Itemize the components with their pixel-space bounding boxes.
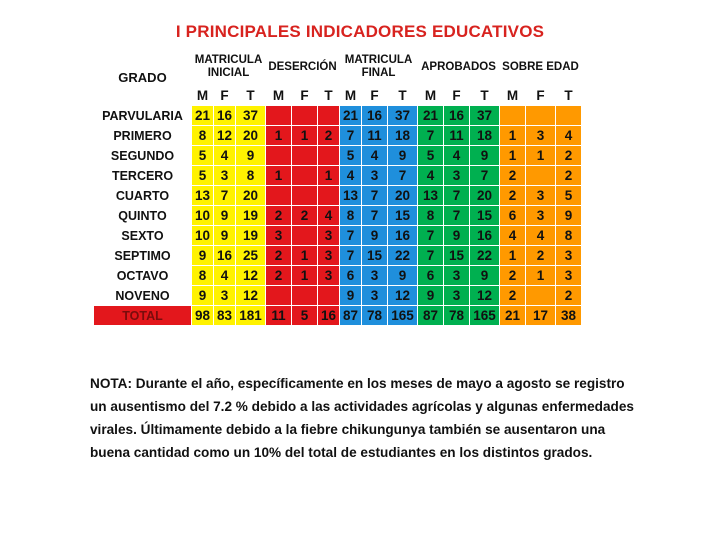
value-cell-ap: 15	[444, 246, 470, 266]
value-cell-ap: 4	[418, 166, 444, 186]
value-cell-se	[526, 286, 556, 306]
value-cell-se: 4	[556, 126, 582, 146]
value-cell-de: 3	[318, 226, 340, 246]
value-cell-ap: 16	[444, 106, 470, 126]
value-cell-mf: 9	[388, 266, 418, 286]
table-row	[94, 186, 582, 206]
value-cell-mi: 12	[236, 266, 266, 286]
subcol-header-ap-t: T	[470, 86, 500, 106]
value-cell-se	[526, 106, 556, 126]
value-cell-de	[292, 226, 318, 246]
grade-cell: CUARTO	[94, 186, 192, 206]
subcol-header-de-f: F	[292, 86, 318, 106]
value-cell-mi: 25	[236, 246, 266, 266]
value-cell-de	[318, 106, 340, 126]
subcol-header-mi-f: F	[214, 86, 236, 106]
value-cell-se: 8	[556, 226, 582, 246]
value-cell-de	[266, 286, 292, 306]
table-row	[94, 226, 582, 246]
value-cell-mi: 20	[236, 186, 266, 206]
value-cell-ap: 3	[444, 166, 470, 186]
value-cell-ap: 21	[418, 106, 444, 126]
value-cell-mi: 9	[214, 226, 236, 246]
value-cell-se: 2	[556, 146, 582, 166]
value-cell-mf: 4	[362, 146, 388, 166]
value-cell-se: 2	[500, 166, 526, 186]
value-cell-mi: 9	[192, 246, 214, 266]
value-cell-mi: 12	[214, 126, 236, 146]
value-cell-ap: 9	[418, 286, 444, 306]
value-cell-ap: 16	[470, 226, 500, 246]
grade-cell: OCTAVO	[94, 266, 192, 286]
value-cell-de: 2	[266, 266, 292, 286]
value-cell-mf: 3	[362, 286, 388, 306]
value-cell-mi: 20	[236, 126, 266, 146]
value-cell-mf: 12	[388, 286, 418, 306]
value-cell-se: 21	[500, 306, 526, 326]
value-cell-mf: 87	[340, 306, 362, 326]
value-cell-ap: 37	[470, 106, 500, 126]
value-cell-mf: 7	[340, 126, 362, 146]
value-cell-de	[266, 106, 292, 126]
grade-cell: PRIMERO	[94, 126, 192, 146]
value-cell-se: 4	[500, 226, 526, 246]
value-cell-mf: 3	[362, 266, 388, 286]
subcol-header-mf-m: M	[340, 86, 362, 106]
value-cell-de: 16	[318, 306, 340, 326]
value-cell-de: 1	[292, 246, 318, 266]
value-cell-mi: 3	[214, 286, 236, 306]
group-header-ap: APROBADOS	[418, 49, 500, 86]
value-cell-mi: 21	[192, 106, 214, 126]
value-cell-se: 1	[500, 246, 526, 266]
table-row	[94, 146, 582, 166]
value-cell-de: 1	[292, 126, 318, 146]
value-cell-se: 1	[500, 146, 526, 166]
value-cell-mf: 4	[340, 166, 362, 186]
value-cell-mf: 20	[388, 186, 418, 206]
value-cell-mf: 15	[388, 206, 418, 226]
grado-header: GRADO	[94, 49, 192, 106]
value-cell-se	[556, 106, 582, 126]
value-cell-mi: 3	[214, 166, 236, 186]
value-cell-se	[500, 106, 526, 126]
value-cell-de: 2	[292, 206, 318, 226]
value-cell-se: 9	[556, 206, 582, 226]
value-cell-se	[526, 166, 556, 186]
value-cell-se: 2	[500, 286, 526, 306]
subcol-header-de-t: T	[318, 86, 340, 106]
value-cell-mf: 15	[362, 246, 388, 266]
value-cell-de: 3	[318, 246, 340, 266]
value-cell-mi: 98	[192, 306, 214, 326]
value-cell-ap: 7	[470, 166, 500, 186]
value-cell-se: 2	[556, 166, 582, 186]
value-cell-mi: 4	[214, 266, 236, 286]
value-cell-mf: 21	[340, 106, 362, 126]
grade-cell: NOVENO	[94, 286, 192, 306]
value-cell-se: 5	[556, 186, 582, 206]
value-cell-mf: 9	[362, 226, 388, 246]
value-cell-ap: 13	[418, 186, 444, 206]
value-cell-ap: 7	[418, 226, 444, 246]
value-cell-ap: 18	[470, 126, 500, 146]
value-cell-mi: 9	[214, 206, 236, 226]
value-cell-se: 17	[526, 306, 556, 326]
value-cell-se: 2	[556, 286, 582, 306]
value-cell-de: 2	[266, 206, 292, 226]
value-cell-ap: 22	[470, 246, 500, 266]
table-row	[94, 106, 582, 126]
value-cell-mi: 16	[214, 106, 236, 126]
grade-cell: TOTAL	[94, 306, 192, 326]
value-cell-de	[292, 286, 318, 306]
grade-cell: QUINTO	[94, 206, 192, 226]
value-cell-mf: 16	[362, 106, 388, 126]
value-cell-mf: 9	[340, 286, 362, 306]
value-cell-mi: 8	[236, 166, 266, 186]
indicators-table	[93, 48, 582, 326]
value-cell-se: 2	[500, 186, 526, 206]
value-cell-mf: 7	[362, 186, 388, 206]
value-cell-de: 3	[318, 266, 340, 286]
value-cell-de	[318, 186, 340, 206]
value-cell-ap: 7	[444, 206, 470, 226]
value-cell-ap: 165	[470, 306, 500, 326]
value-cell-mf: 9	[388, 146, 418, 166]
subcol-header-mf-f: F	[362, 86, 388, 106]
subcol-header-mi-t: T	[236, 86, 266, 106]
value-cell-mi: 9	[236, 146, 266, 166]
value-cell-mi: 181	[236, 306, 266, 326]
value-cell-ap: 9	[470, 266, 500, 286]
table-row	[94, 166, 582, 186]
grade-cell: SEXTO	[94, 226, 192, 246]
value-cell-mf: 13	[340, 186, 362, 206]
table-row	[94, 306, 582, 326]
grade-cell: TERCERO	[94, 166, 192, 186]
value-cell-se: 1	[500, 126, 526, 146]
value-cell-de: 5	[292, 306, 318, 326]
value-cell-ap: 5	[418, 146, 444, 166]
value-cell-se: 6	[500, 206, 526, 226]
value-cell-mi: 8	[192, 266, 214, 286]
value-cell-mi: 13	[192, 186, 214, 206]
group-header-mf: MATRICULA FINAL	[340, 49, 418, 86]
value-cell-de: 3	[266, 226, 292, 246]
value-cell-ap: 7	[418, 126, 444, 146]
value-cell-se: 38	[556, 306, 582, 326]
value-cell-se: 3	[526, 126, 556, 146]
value-cell-mf: 78	[362, 306, 388, 326]
value-cell-se: 1	[526, 146, 556, 166]
value-cell-ap: 87	[418, 306, 444, 326]
value-cell-de: 1	[266, 166, 292, 186]
value-cell-mf: 7	[340, 246, 362, 266]
value-cell-de: 2	[266, 246, 292, 266]
subcol-header-de-m: M	[266, 86, 292, 106]
value-cell-ap: 3	[444, 286, 470, 306]
value-cell-de	[292, 186, 318, 206]
value-cell-mi: 10	[192, 206, 214, 226]
value-cell-ap: 7	[444, 186, 470, 206]
value-cell-mf: 16	[388, 226, 418, 246]
value-cell-de	[266, 146, 292, 166]
value-cell-ap: 7	[418, 246, 444, 266]
nota-paragraph: NOTA: Durante el año, específicamente en los meses de mayo a agosto se registro un ausentismo del 7.2 % debido a las actividades agrícolas y algunas enfermedades virales. Últimamente debido a la fiebre chikungunya también se ausentaron una buena cantidad como un 10% del total de estudiantes en los distintos grados.	[90, 376, 634, 460]
value-cell-mf: 37	[388, 106, 418, 126]
value-cell-ap: 4	[444, 146, 470, 166]
group-header-de: DESERCIÓN	[266, 49, 340, 86]
subcol-header-mi-m: M	[192, 86, 214, 106]
value-cell-mi: 19	[236, 226, 266, 246]
subcol-header-se-f: F	[526, 86, 556, 106]
value-cell-mi: 83	[214, 306, 236, 326]
value-cell-mi: 16	[214, 246, 236, 266]
value-cell-se: 3	[556, 266, 582, 286]
value-cell-mi: 4	[214, 146, 236, 166]
value-cell-ap: 20	[470, 186, 500, 206]
value-cell-mi: 7	[214, 186, 236, 206]
value-cell-ap: 9	[470, 146, 500, 166]
value-cell-mf: 6	[340, 266, 362, 286]
value-cell-de: 2	[318, 126, 340, 146]
subcol-header-ap-m: M	[418, 86, 444, 106]
subcol-header-se-m: M	[500, 86, 526, 106]
value-cell-ap: 11	[444, 126, 470, 146]
value-cell-de: 1	[318, 166, 340, 186]
subcol-header-se-t: T	[556, 86, 582, 106]
value-cell-ap: 15	[470, 206, 500, 226]
table-row	[94, 206, 582, 226]
value-cell-mi: 5	[192, 166, 214, 186]
value-cell-mf: 7	[388, 166, 418, 186]
table-row	[94, 246, 582, 266]
value-cell-se: 4	[526, 226, 556, 246]
value-cell-de: 11	[266, 306, 292, 326]
grade-cell: SEGUNDO	[94, 146, 192, 166]
value-cell-mi: 10	[192, 226, 214, 246]
subcol-header-ap-f: F	[444, 86, 470, 106]
value-cell-mi: 12	[236, 286, 266, 306]
group-header-mi: MATRICULA INICIAL	[192, 49, 266, 86]
grade-cell: PARVULARIA	[94, 106, 192, 126]
subcol-header-mf-t: T	[388, 86, 418, 106]
value-cell-mi: 5	[192, 146, 214, 166]
value-cell-ap: 9	[444, 226, 470, 246]
value-cell-mi: 19	[236, 206, 266, 226]
value-cell-se: 3	[556, 246, 582, 266]
value-cell-ap: 12	[470, 286, 500, 306]
value-cell-ap: 78	[444, 306, 470, 326]
value-cell-se: 2	[526, 246, 556, 266]
value-cell-de: 1	[292, 266, 318, 286]
value-cell-se: 1	[526, 266, 556, 286]
value-cell-de	[266, 186, 292, 206]
value-cell-ap: 8	[418, 206, 444, 226]
value-cell-de: 1	[266, 126, 292, 146]
table-row	[94, 286, 582, 306]
value-cell-mf: 7	[340, 226, 362, 246]
table-row	[94, 126, 582, 146]
value-cell-de: 4	[318, 206, 340, 226]
value-cell-mf: 22	[388, 246, 418, 266]
value-cell-se: 3	[526, 186, 556, 206]
value-cell-mf: 11	[362, 126, 388, 146]
group-header-se: SOBRE EDAD	[500, 49, 582, 86]
value-cell-de	[318, 286, 340, 306]
value-cell-ap: 6	[418, 266, 444, 286]
value-cell-de	[318, 146, 340, 166]
value-cell-de	[292, 106, 318, 126]
grade-cell: SEPTIMO	[94, 246, 192, 266]
value-cell-mf: 7	[362, 206, 388, 226]
value-cell-mf: 3	[362, 166, 388, 186]
value-cell-mf: 5	[340, 146, 362, 166]
value-cell-se: 3	[526, 206, 556, 226]
value-cell-mf: 18	[388, 126, 418, 146]
value-cell-mi: 37	[236, 106, 266, 126]
value-cell-ap: 3	[444, 266, 470, 286]
value-cell-mf: 165	[388, 306, 418, 326]
value-cell-se: 2	[500, 266, 526, 286]
table-row	[94, 266, 582, 286]
page-title: I PRINCIPALES INDICADORES EDUCATIVOS	[175, 22, 545, 41]
value-cell-mf: 8	[340, 206, 362, 226]
value-cell-mi: 9	[192, 286, 214, 306]
value-cell-de	[292, 166, 318, 186]
value-cell-de	[292, 146, 318, 166]
value-cell-mi: 8	[192, 126, 214, 146]
